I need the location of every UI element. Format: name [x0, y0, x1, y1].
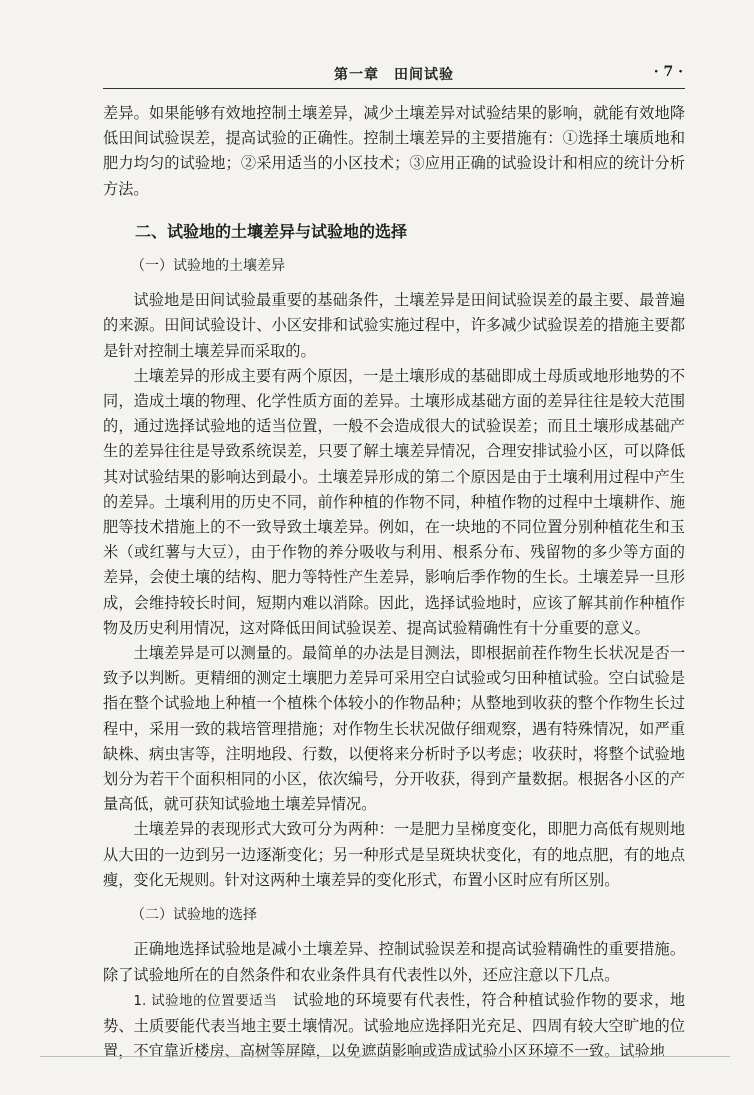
paragraph-item-1: [103, 988, 685, 1065]
section-heading: 二、试验地的土壤差异与试验地的选择: [135, 221, 408, 241]
paragraph-1: 试验地是田间试验最重要的基础条件，土壤差异是田间试验误差的最主要、最普遍的来源。田间试验设计、小区安排和试验实施过程中，许多减少试验误差的措施主要都是针对控制土壤差异而采取的。: [103, 291, 685, 360]
subsection-heading-1: （一）试验地的土壤差异: [131, 258, 285, 275]
paragraph-intro: 差异。如果能够有效地控制土壤差异，减少土壤差异对试验结果的影响，就能有效地降低田间试验误差，提高试验的正确性。控制土壤差异的主要措施有：①选择土壤质地和肥力均匀的试验地；②采用适当的小区技术；③应用正确的试验设计和相应的统计分析方法。: [103, 104, 685, 198]
page-number: · 7 ·: [653, 64, 683, 80]
paragraph-2: 土壤差异的形成主要有两个原因，一是土壤形成的基础即成土母质或地形地势的不同，造成土壤的物理、化学性质方面的差异。土壤形成基础方面的差异往往是较大范围的，通过选择试验地的适当位置，一般不会造成很大的试验误差；而且土壤形成基础产生的差异往往是导致系统误差，只要了解土壤差异情况，合理安排试验小区，可以降低其对试验结果的影响达到最小。土壤差异形成的第二个原因是由于土壤利用过程中产生的差异。土壤利用的历史不同，前作种植的作物不同，种植作物的过程中土壤耕作、施肥等技术措施上的不一致导致土壤差异。例如，在一块地的不同位置分别种植花生和玉米（或红薯与大豆），由于作物的养分吸收与利用、根系分布、残留物的多少等方面的差异，会使土壤的结构、肥力等特性产生差异，影响后季作物的生长。土壤差异一旦形成，会维持较长时间，短期内难以消除。因此，选择试验地时，应该了解其前作种植作物及历史利用情况，这对降低田间试验误差、提高试验精确性有十分重要的意义。: [103, 366, 685, 637]
item-1-heading: 1. 试验地的位置要适当: [133, 992, 278, 1009]
subsection-heading-2: （二）试验地的选择: [131, 907, 257, 924]
chapter-title: 第一章 田间试验: [334, 67, 454, 83]
paragraph-5: 正确地选择试验地是减小土壤差异、控制试验误差和提高试验精确性的重要措施。除了试验地所在的自然条件和农业条件具有代表性以外，还应注意以下几点。: [103, 940, 685, 984]
running-header: [103, 62, 685, 89]
bottom-divider: [40, 1056, 730, 1057]
paragraph-4: 土壤差异的表现形式大致可分为两种：一是肥力呈梯度变化，即肥力高低有规则地从大田的一边到另一边逐渐变化；另一种形式是呈斑块状变化，有的地点肥，有的地点瘦，变化无规则。针对这两种土壤差异的变化形式，布置小区时应有所区别。: [103, 820, 685, 889]
page-body: [103, 101, 685, 1064]
paragraph-3: 土壤差异是可以测量的。最简单的办法是目测法，即根据前茬作物生长状况是否一致予以判断。更精细的测定土壤肥力差异可采用空白试验或匀田种植试验。空白试验是指在整个试验地上种植一个植株个体较小的作物品种；从整地到收获的整个作物生长过程中，采用一致的栽培管理措施；对作物生长状况做仔细观察，遇有特殊情况，如严重缺株、病虫害等，注明地段、行数，以便将来分析时予以考虑；收获时，将整个试验地划分为若干个面积相同的小区，依次编号，分开收获，得到产量数据。根据各小区的产量高低，就可获知试验地土壤差异情况。: [103, 644, 685, 814]
item-1-body: 试验地的环境要有代表性，符合种植试验作物的要求，地势、土质要能代表当地主要土壤情况。试验地应选择阳光充足、四周有较大空旷地的位置，不宜靠近楼房、高树等屏障，以免遮荫影响或造成试验小区环境不一致。试验地: [103, 990, 686, 1061]
